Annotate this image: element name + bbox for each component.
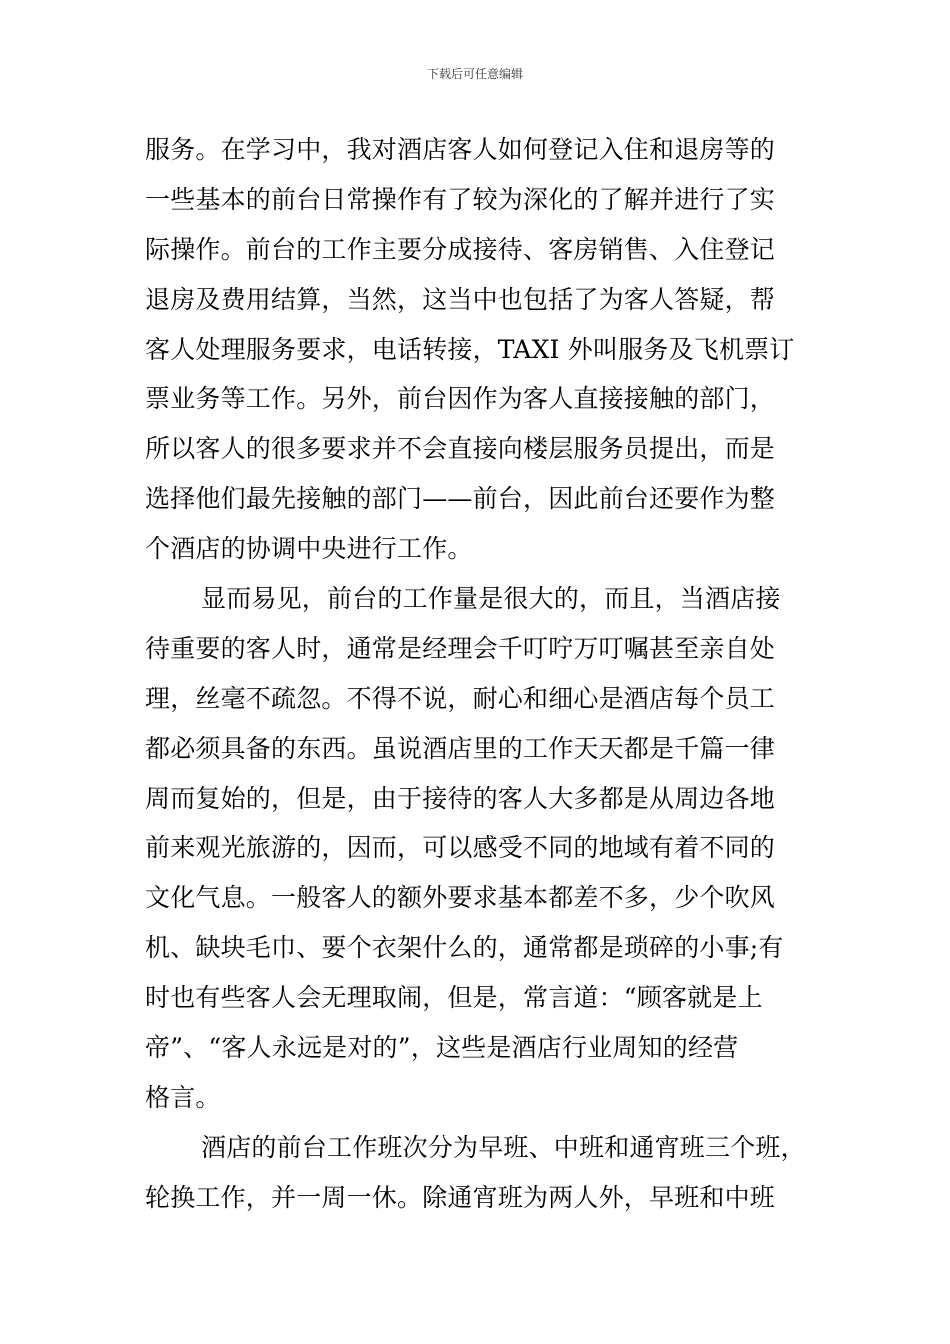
text-line: 个酒店的协调中央进行工作。 [145,534,473,564]
text-line: 时也有些客人会无理取闹，但是，常言道：“顾客就是上 [145,983,763,1013]
text-line: 一些基本的前台日常操作有了较为深化的了解并进行了实 [145,184,776,214]
document-body [145,125,810,1223]
text-line: 都必须具备的东西。虽说酒店里的工作天天都是千篇一律 [145,733,776,763]
text-line: 前来观光旅游的，因而，可以感受不同的地域有着不同的 [145,833,776,863]
text-line: 文化气息。一般客人的额外要求基本都差不多，少个吹风 [145,883,776,913]
paragraph-3 [145,1123,810,1223]
text-line: 票业务等工作。另外，前台因作为客人直接接触的部门， [145,384,776,414]
text-line: 周而复始的，但是，由于接待的客人大多都是从周边各地 [145,783,776,813]
text-line: 客人处理服务要求，电话转接，TAXI 外叫服务及飞机票订 [145,334,795,364]
text-line: 格言。 [145,1082,221,1112]
text-line: 待重要的客人时，通常是经理会千叮咛万叮嘱甚至亲自处 [145,633,776,663]
text-line: 理，丝毫不疏忽。不得不说，耐心和细心是酒店每个员工 [145,683,776,713]
text-line: 机、缺块毛巾、要个衣架什么的，通常都是琐碎的小事;有 [145,933,784,963]
text-line: 服务。在学习中，我对酒店客人如何登记入住和退房等的 [145,135,776,164]
paragraph-2 [145,574,810,1123]
text-line: 帝”、“客人永远是对的”，这些是酒店行业周知的经营 [145,1033,739,1063]
text-line: 退房及费用结算，当然，这当中也包括了为客人答疑，帮 [145,284,776,314]
text-line: 酒店的前台工作班次分为早班、中班和通宵班三个班， [201,1132,806,1162]
text-line: 轮换工作，并一周一休。除通宵班为两人外，早班和中班 [145,1182,776,1212]
text-line: 所以客人的很多要求并不会直接向楼层服务员提出，而是 [145,434,776,464]
text-line: 际操作。前台的工作主要分成接待、客房销售、入住登记 [145,234,776,264]
text-line: 显而易见，前台的工作量是很大的，而且，当酒店接 [201,584,781,614]
text-line: 选择他们最先接触的部门——前台，因此前台还要作为整 [145,484,776,514]
page-header: 下载后可任意编辑 [426,67,523,81]
paragraph-1 [145,125,810,574]
